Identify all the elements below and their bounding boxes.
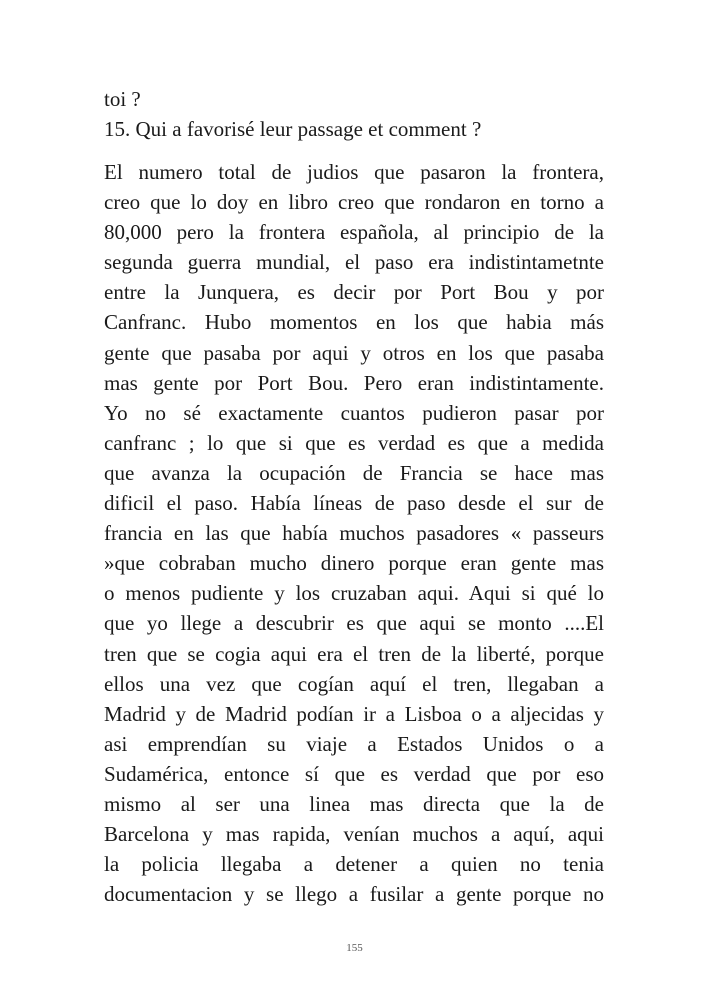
answer-line: »que cobraban mucho dinero porque eran gente mas (104, 551, 604, 576)
answer-line: la policia llegaba a detener a quien no tenia (104, 852, 604, 877)
answer-paragraph (104, 157, 604, 909)
answer-line: que avanza la ocupación de Francia se hace mas (104, 460, 604, 485)
answer-line: segunda guerra mundial, el paso era indistintametnte (104, 250, 604, 275)
answer-line: Barcelona y mas rapida, venían muchos a aquí, aqui (104, 822, 604, 847)
answer-line: dificil el paso. Había líneas de paso desde el sur de (104, 491, 604, 516)
answer-line: Madrid y de Madrid podían ir a Lisboa o a aljecidas y (104, 701, 604, 726)
answer-line: Yo no sé exactamente cuantos pudieron pasar por (104, 400, 604, 425)
answer-line: asi emprendían su viaje a Estados Unidos o a (104, 731, 604, 756)
question-heading: 15. Qui a favorisé leur passage et comment ? (104, 117, 482, 141)
question-continuation: toi ? (104, 87, 141, 111)
answer-line: mas gente por Port Bou. Pero eran indistintamente. (104, 370, 604, 395)
answer-line: documentacion y se llego a fusilar a gente porque no (104, 882, 604, 907)
answer-line: creo que lo doy en libro creo que rondaron en torno a (104, 190, 604, 215)
answer-line: o menos pudiente y los cruzaban aqui. Aqui si qué lo (104, 581, 604, 606)
answer-line: Sudamérica, entonce sí que es verdad que por eso (104, 761, 604, 786)
answer-line: gente que pasaba por aqui y otros en los que pasaba (104, 340, 604, 365)
answer-line: canfranc ; lo que si que es verdad es que a medida (104, 430, 604, 455)
answer-line: tren que se cogia aqui era el tren de la liberté, porque (104, 641, 604, 666)
answer-line: 80,000 pero la frontera española, al principio de la (104, 220, 604, 245)
answer-line: que yo llege a descubrir es que aqui se monto ....El (104, 611, 604, 636)
answer-line: El numero total de judios que pasaron la frontera, (104, 160, 604, 184)
answer-line: ellos una vez que cogían aquí el tren, llegaban a (104, 671, 604, 696)
answer-line: Canfranc. Hubo momentos en los que habia más (104, 310, 604, 335)
answer-line: mismo al ser una linea mas directa que la de (104, 791, 604, 816)
page-number: 155 (346, 942, 363, 954)
answer-line: francia en las que había muchos pasadores « passeurs (104, 521, 604, 546)
answer-line: entre la Junquera, es decir por Port Bou y por (104, 280, 604, 305)
